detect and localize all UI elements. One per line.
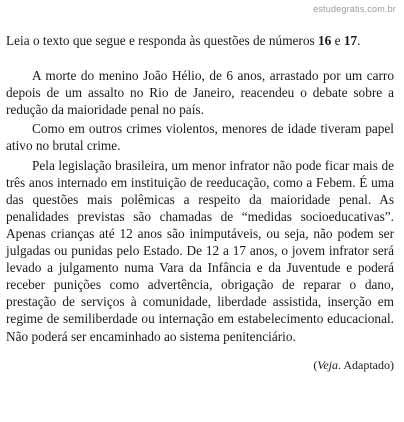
source-open: ( [313,357,318,372]
instruction-middle: e [331,33,344,48]
source-title: Veja [317,357,338,372]
instruction-prefix: Leia o texto que segue e responda às questões de números [6,33,319,48]
instruction-line [6,32,394,49]
instruction-suffix: . [357,33,361,48]
paragraph-2: Como em outros crimes violentos, menores de idade tiveram papel ativo no brutal crime. [6,121,394,154]
question-number-2: 17 [343,33,358,48]
source-rest: . Adaptado) [338,357,394,372]
source-citation [6,357,394,374]
paragraph-1: A morte do menino João Hélio, de 6 anos, arrastado por um carro depois de um assalto no Rio de Janeiro, reacendeu o debate sobre a redução da maioridade penal no país. [6,68,394,118]
question-number-1: 16 [318,33,332,48]
site-watermark: estudegratis.com.br [313,4,396,14]
document-body [6,32,394,374]
paragraph-3: Pela legislação brasileira, um menor infrator não pode ficar mais de três anos internado em instituição de reeducação, como a Febem. É uma das questões mais polêmicas a respeito da maioridade penal. As penalidades previstas são chamadas de “medidas socioeducativas”. Apenas crianças até 12 anos são inimputáveis, ou seja, não podem ser julgadas ou punidas pelo Estado. De 12 a 17 anos, o jovem infrator será levado a julgamento numa Vara da Infância e da Juventude e poderá receber punições como advertência, obrigação de reparar o dano, prestação de serviços à comunidade, liberdade assistida, inserção em regime de semiliberdade ou internação em estabelecimento educacional. Não poderá ser encaminhado ao sistema penitenciário. [6,157,394,344]
